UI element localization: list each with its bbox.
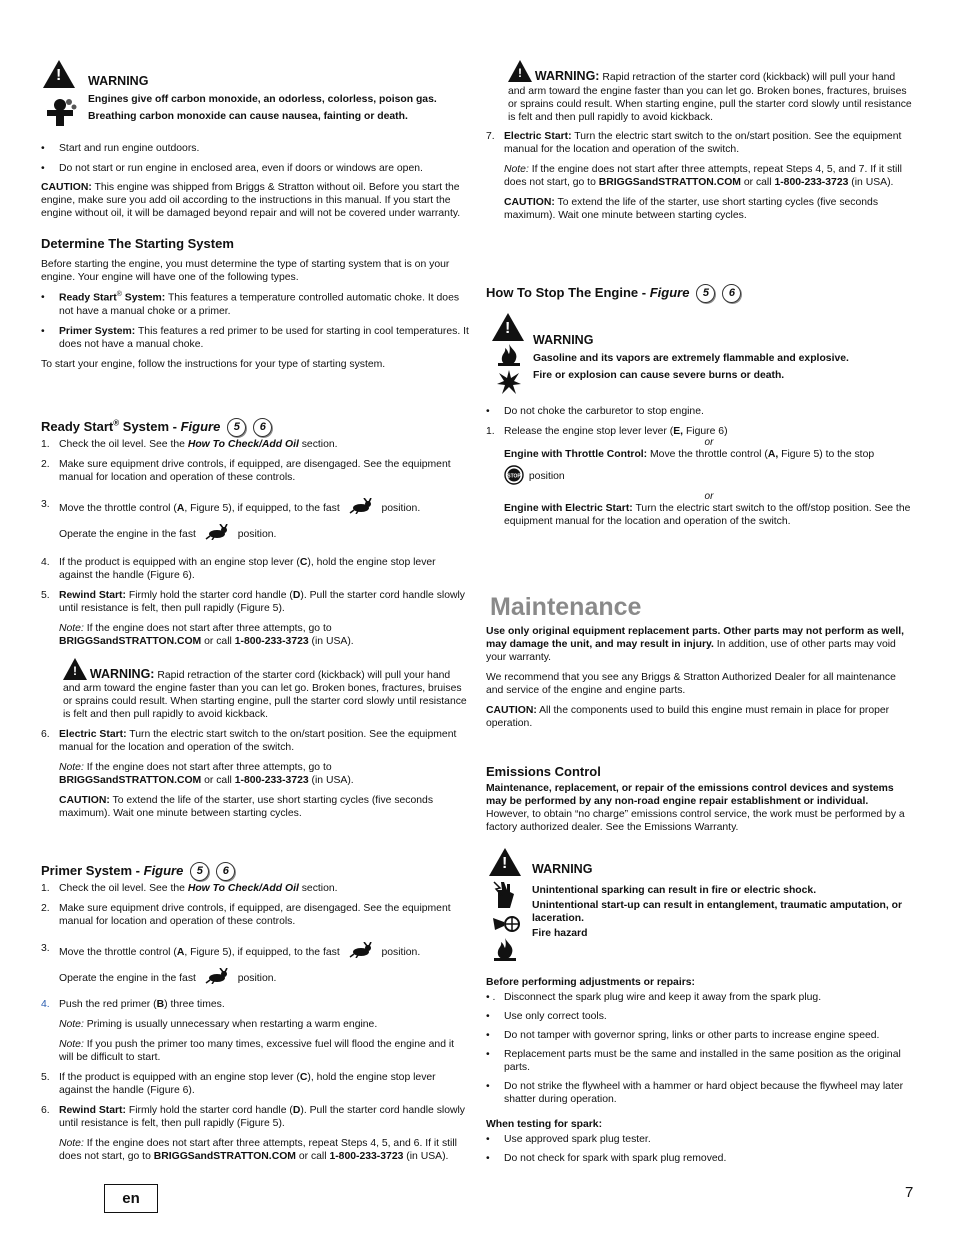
warning-line: Unintentional start-up can result in entanglement, traumatic amputation, or laceration. <box>532 899 903 924</box>
list-item: 6. Electric Start: Turn the electric start switch to the on/start position. See the equipment manual for the location and operation of the switch. Note: If the engine does not start after three attempts, go to BRIGGSandSTRATTON.COM or call 1-800-233-3723 (in USA). CAUTION: To extend the life of the starter, use short starting cycles (five seconds maximum). Wait one minute between starting cycles. <box>41 728 469 820</box>
step-letter: C <box>299 556 308 568</box>
kickback-warning <box>63 658 469 722</box>
caution-text: This engine was shipped from Briggs & Stratton without oil. Before you start the engine, make sure you add oil according to the instructions in this manual. If you start the engine without oil, it will be damaged beyond repair and will not be covered under warranty. <box>41 182 461 219</box>
heading-text: Ready Start <box>41 418 114 434</box>
bullet-text: Use approved spark plug tester. <box>504 1134 651 1146</box>
primer-steps <box>41 882 469 1163</box>
list-item: 1. Check the oil level. See the How To Check/Add Oil section. <box>41 883 338 895</box>
page-number: 7 <box>905 1184 914 1201</box>
step-text: Check the oil level. See the <box>59 438 188 450</box>
step-label: Rewind Start: <box>59 589 126 601</box>
list-item: • Ready Start® System: This features a temperature controlled automatic choke. It does not have a manual choke or a primer. <box>41 291 460 317</box>
circled-figure-icon: 5 <box>696 284 715 303</box>
step-letter: D <box>292 589 301 601</box>
list-item: • Primer System: This features a red primer to be used for starting in cool temperatures. It does not have a manual choke. <box>41 325 469 350</box>
caution-label: CAUTION: <box>41 182 92 193</box>
circled-figure-icon: 6 <box>722 284 741 303</box>
heading-figure: Figure <box>143 863 184 879</box>
caution-label: CAUTION: <box>59 795 110 807</box>
step-text: Turn the electric start switch to the on/start position. See the equipment manual for the location and operation of the switch. <box>504 130 902 155</box>
note-text: If the engine does not start after three attempts, repeat Steps 4, 5, and 6. If it still does not start, go to <box>59 1138 457 1163</box>
step-text: ). Pull the starter cord handle slowly until resistance is felt, then pull rapidly (Figure 5). <box>59 1105 465 1130</box>
right-column <box>486 60 914 1165</box>
step-text: position <box>528 471 565 483</box>
bullet-text: Replacement parts must be the same and installed in the same position as the original parts. <box>504 1049 901 1074</box>
step-text: ), hold the engine stop lever against the handle (Figure 6). <box>59 556 436 581</box>
step-text: Operate the engine in the fast <box>59 973 196 985</box>
step-text: ), hold the engine stop lever against the handle (Figure 6). <box>59 1072 436 1097</box>
ready-start-label: Ready Start <box>59 292 117 304</box>
caution-paragraph <box>41 181 469 220</box>
warning-line: Engines give off carbon monoxide, an odorless, colorless, poison gas. <box>88 93 437 105</box>
section-heading <box>486 284 914 303</box>
step-letter: A <box>176 502 185 514</box>
note-text: If the engine does not start after three attempts, go to <box>83 762 332 774</box>
paragraph: To start your engine, follow the instructions for your type of starting system. <box>41 358 386 370</box>
paragraph: We recommend that you see any Briggs & Stratton Authorized Dealer for all maintenance and service of the engine and engine parts. <box>486 671 896 696</box>
section-heading: Ready Start® System - Figure 5 6 <box>41 418 469 437</box>
co-bullets <box>41 142 469 175</box>
note-text: (in USA). <box>403 1151 449 1163</box>
warning-line: Breathing carbon monoxide can cause nausea, fainting or death. <box>88 110 408 122</box>
bullet-text: Do not start or run engine in enclosed area, even if doors or windows are open. <box>59 163 423 174</box>
note-label: Note: <box>59 762 84 774</box>
note-text: or call <box>201 775 235 787</box>
warning-title: WARNING: <box>534 69 600 83</box>
warning-triangle-icon <box>489 848 521 876</box>
list-item: • Replacement parts must be the same and installed in the same position as the original parts. <box>486 1049 901 1074</box>
heading-text: - <box>638 284 650 300</box>
step-label: Rewind Start: <box>59 1105 126 1117</box>
paragraph: This features a red primer to be used for starting in cool temperatures. It does not have a manual choke. <box>59 325 469 350</box>
step-text: Push the red primer ( <box>59 999 157 1011</box>
list-item: • Do not start or run engine in enclosed area, even if doors or windows are open. <box>41 163 423 174</box>
step-text: position. <box>237 528 277 540</box>
list-item: • Do not check for spark with spark plug removed. <box>486 1153 727 1165</box>
paragraph-text: In addition, use of other parts may void your warranty. <box>486 638 896 663</box>
warning-line: Fire hazard <box>532 927 588 939</box>
warning-title: WARNING: <box>89 666 155 681</box>
list-item: 5. If the product is equipped with an engine stop lever (C), hold the engine stop lever against the handle (Figure 6). <box>41 1072 436 1097</box>
note <box>59 761 469 787</box>
step-text: ). Pull the starter cord handle slowly until resistance is felt, then pull rapidly (Figure 5). <box>59 589 465 614</box>
warning-triangle-icon <box>63 658 87 680</box>
note <box>59 1018 469 1031</box>
step-text: Release the engine stop lever lever ( <box>504 425 674 437</box>
warning-text: Rapid retraction of the starter cord (kickback) will pull your hand and arm toward the engine faster than you can let go. Broken bones, fractures, bruises or sprains could result. When starting engine, pull the starter cord slowly until resistance is felt and then pull rapidly to avoid kickback. <box>63 669 467 721</box>
note-label: Note: <box>59 1019 84 1031</box>
step-text: Move the throttle control ( <box>647 448 768 460</box>
step-text: position. <box>381 947 421 959</box>
rabbit-fast-icon <box>349 942 373 962</box>
bullet-text: Do not strike the flywheel with a hammer or hard object because the flywheel may later shatter during operation. <box>504 1081 904 1106</box>
note-text: or call <box>740 176 775 188</box>
step-text: , Figure 5), if equipped, to the fast <box>184 502 340 514</box>
note-label: Note: <box>59 1039 84 1051</box>
list-item: • Do not tamper with governor spring, links or other parts to increase engine speed. <box>486 1030 880 1042</box>
warning-title: WARNING <box>532 862 593 877</box>
warning-triangle-icon <box>508 60 532 82</box>
step-text: section. <box>298 883 338 895</box>
note <box>59 1038 469 1064</box>
sparking-warning <box>486 848 914 964</box>
list-item: • Use only correct tools. <box>486 1011 607 1023</box>
paragraph <box>486 782 914 834</box>
caution <box>59 794 469 820</box>
fire-icon <box>492 938 518 966</box>
warning-title: WARNING <box>88 74 149 88</box>
note-text: Priming is usually unnecessary when restarting a warm engine. <box>83 1019 378 1031</box>
section-heading <box>41 862 469 881</box>
ready-steps <box>41 438 469 821</box>
step-text: Move the throttle control ( <box>59 502 177 514</box>
shock-icon <box>492 880 518 914</box>
warning-line: Fire or explosion can cause severe burns or death. <box>533 370 785 382</box>
caution-label: CAUTION: <box>486 704 537 716</box>
caution <box>486 704 914 730</box>
spark-bullets <box>486 1133 914 1165</box>
bullet-text: Do not check for spark with spark plug removed. <box>504 1153 727 1165</box>
bullet-text: Do not tamper with governor spring, links or other parts to increase engine speed. <box>504 1030 880 1042</box>
caution-text: To extend the life of the starter, use short starting cycles (five seconds maximum). Wait one minute between starting cycles. <box>59 795 434 820</box>
list-item: 7. Electric Start: Turn the electric start switch to the on/start position. See the equipment manual for the location and operation of the switch. Note: If the engine does not start after three attempts, repeat Steps 4, 5, and 7. If it still does not start, go to BRIGGSandSTRATTON.COM or call 1-800-233-3723 (in USA). CAUTION: To extend the life of the starter, use short starting cycles (five seconds maximum). Wait one minute between starting cycles. <box>486 130 914 222</box>
warning-text: Rapid retraction of the starter cord (kickback) will pull your hand and arm toward the engine faster than you can let go. Broken bones, fractures, bruises or sprains could result. When starting engine, pull the starter cord slowly until resistance is felt and then pull rapidly to avoid kickback. <box>508 72 912 123</box>
primer-label: Primer System: <box>59 325 136 337</box>
step-label: Engine with Electric Start: <box>504 502 633 514</box>
rabbit-fast-icon <box>349 498 373 518</box>
note-text: (in USA). <box>848 176 894 188</box>
list-item: • Use approved spark plug tester. <box>486 1134 651 1146</box>
note-label: Note: <box>504 163 529 175</box>
or-separator: or <box>704 436 714 448</box>
step-text: Make sure equipment drive controls, if equipped, are disengaged. See the equipment manual for location and operation of these controls. <box>59 903 451 928</box>
step-text: Turn the electric start switch to the off/stop position. See the equipment manual for the location and operation of the switch. <box>504 502 911 527</box>
step-text: Figure 5) to the stop <box>778 448 875 460</box>
phone: 1-800-233-3723 <box>774 176 849 188</box>
heading-figure: Figure <box>180 418 221 434</box>
carbon-monoxide-warning <box>41 60 469 130</box>
website: BRIGGSandSTRATTON.COM <box>59 635 202 647</box>
list-item: 2. Make sure equipment drive controls, if equipped, are disengaged. See the equipment manual for location and operation of these controls. <box>41 903 451 928</box>
circled-figure-icon: 6 <box>216 862 235 881</box>
website: BRIGGSandSTRATTON.COM <box>598 176 741 188</box>
stop-icon <box>504 465 524 489</box>
phone: 1-800-233-3723 <box>234 775 309 787</box>
subheading: Before performing adjustments or repairs: <box>486 977 696 989</box>
step-text: Check the oil level. See the <box>59 883 188 895</box>
bullet-text: Start and run engine outdoors. <box>59 143 200 154</box>
note <box>504 163 914 189</box>
heading-text: System - <box>119 418 181 434</box>
list-item: 1. Check the oil level. See the How To Check/Add Oil section. <box>41 438 338 450</box>
circled-figure-icon: 5 <box>190 862 209 881</box>
heading-figure: Figure <box>649 284 690 300</box>
carbon-monoxide-icon <box>41 96 79 132</box>
kickback-warning <box>508 60 914 124</box>
heading-text: How To Stop The Engine <box>486 284 639 300</box>
list-item <box>486 991 914 1004</box>
section-heading: Emissions Control <box>486 763 601 779</box>
left-column <box>41 60 469 1163</box>
list-item: 4. If the product is equipped with an engine stop lever (C), hold the engine stop lever against the handle (Figure 6). <box>41 556 436 581</box>
list-item: • Do not strike the flywheel with a hammer or hard object because the flywheel may later shatter during operation. <box>486 1081 904 1106</box>
bullet-text: Do not choke the carburetor to stop engine. <box>504 405 704 417</box>
step-label: Electric Start: <box>59 729 127 741</box>
explosion-icon <box>496 369 522 399</box>
list-item: 3. Move the throttle control (A, Figure 5), if equipped, to the fast position. Operate the engine in the fast position. <box>41 498 469 544</box>
step-text: , Figure 5), if equipped, to the fast <box>184 947 340 959</box>
subheading: When testing for spark: <box>486 1119 603 1131</box>
rabbit-fast-icon <box>205 968 229 988</box>
step-text: Move the throttle control ( <box>59 947 177 959</box>
page-title: Maintenance <box>490 592 642 621</box>
svg-text:STOP: STOP <box>507 472 521 479</box>
step-label: Electric Start: <box>504 130 572 142</box>
list-item: 4. Push the red primer (B) three times. Note: Priming is usually unnecessary when restarting a warm engine. Note: If you push the primer too many times, excessive fuel will flood the engine and it will be difficult to start. <box>41 998 469 1064</box>
fuel-warning <box>486 313 914 395</box>
system-types <box>41 291 469 350</box>
step-text: position. <box>381 502 421 514</box>
note-label: Note: <box>59 1138 84 1150</box>
bold-text: Maintenance, replacement, or repair of the emissions control devices and systems may be performed by any non-road engine repair establishment or individual. <box>486 783 894 808</box>
step-letter: B <box>156 999 165 1011</box>
section-heading: Determine The Starting System <box>41 236 234 251</box>
step-letter: A, <box>767 448 779 460</box>
note-text: or call <box>295 1151 330 1163</box>
paragraph-text: However, to obtain “no charge” emissions control service, the work must be performed by a factory authorized dealer. See the Emissions Warranty. <box>486 809 905 834</box>
list-item: 1. Release the engine stop lever lever (E, Figure 6) or Engine with Throttle Control: Move the throttle control (A, Figure 5) to the stop STOP position or Engine with Electric Start: Turn the electric start switch to the off/stop position. See the equipment manual for the location and operation of the switch. <box>486 425 914 528</box>
hand-entanglement-icon <box>492 912 520 940</box>
note-text: (in USA). <box>308 635 354 647</box>
note-text: or call <box>201 635 235 647</box>
bullet-mark: • . <box>486 992 496 1004</box>
step-text: If the product is equipped with an engine stop lever ( <box>59 556 300 568</box>
bold-text: Use only original equipment replacement parts. Other parts may not perform as well, may damage the unit, and may result in injury. <box>486 625 905 650</box>
step-text: position. <box>237 973 277 985</box>
ready-start-label: System: <box>121 292 166 304</box>
bullet-text: Use only correct tools. <box>504 1011 607 1023</box>
phone: 1-800-233-3723 <box>234 635 309 647</box>
or-separator: or <box>704 490 714 502</box>
paragraph <box>486 625 914 664</box>
list-item: 6. Rewind Start: Firmly hold the starter cord handle (D). Pull the starter cord handle slowly until resistance is felt, then pull rapidly (Figure 5). Note: If the engine does not start after three attempts, repeat Steps 4, 5, and 6. If it still does not start, go to BRIGGSandSTRATTON.COM or call 1-800-233-3723 (in USA). <box>41 1104 469 1163</box>
list-item: • Start and run engine outdoors. <box>41 143 200 154</box>
caution-label: CAUTION: <box>504 196 555 208</box>
warning-triangle-icon <box>492 313 524 341</box>
step-letter: A <box>176 947 185 959</box>
warning-line: Gasoline and its vapors are extremely flammable and explosive. <box>533 353 849 365</box>
step-text: ) three times. <box>164 999 225 1011</box>
step-letter: D <box>292 1105 301 1117</box>
note-text: (in USA). <box>308 775 354 787</box>
step-letter: C <box>299 1072 308 1084</box>
step-text: Firmly hold the starter cord handle ( <box>125 589 293 601</box>
repair-bullets <box>486 991 914 1106</box>
section-reference: How To Check/Add Oil <box>187 883 299 895</box>
step-text: Figure 6) <box>683 425 728 437</box>
circled-figure-icon: 6 <box>253 418 272 437</box>
caution <box>504 196 914 222</box>
rabbit-fast-icon <box>205 524 229 544</box>
step-text: Make sure equipment drive controls, if equipped, are disengaged. See the equipment manual for location and operation of these controls. <box>59 458 451 483</box>
note-text: If the engine does not start after three attempts, repeat Steps 4, 5, and 7. If it still does not start, go to <box>504 163 902 188</box>
caution-text: To extend the life of the starter, use short starting cycles (five seconds maximum). Wait one minute between starting cycles. <box>504 196 879 221</box>
bullet-text: Disconnect the spark plug wire and keep it away from the spark plug. <box>504 992 822 1004</box>
warning-title: WARNING <box>533 332 594 347</box>
paragraph: Before starting the engine, you must determine the type of starting system that is on your engine. Your engine will have one of the following types. <box>41 259 450 284</box>
warning-line: Unintentional sparking can result in fire or electric shock. <box>532 884 817 896</box>
step-text: section. <box>298 438 338 450</box>
paragraph: This features a temperature controlled automatic choke. It does not have a manual choke or a primer. <box>59 292 460 317</box>
note-label: Note: <box>59 622 84 634</box>
circled-figure-icon: 5 <box>227 418 246 437</box>
stop-steps-cont <box>486 130 914 222</box>
list-item: 5. Rewind Start: Firmly hold the starter cord handle (D). Pull the starter cord handle slowly until resistance is felt, then pull rapidly (Figure 5). Note: If the engine does not start after three attempts, go to BRIGGSandSTRATTON.COM or call 1-800-233-3723 (in USA). ! WARNING: Rapid retraction of the starter cord (kickback) will pull your hand and arm toward the engine faster than you can let go. Broken bones, fractures, bruises or sprains could result. When starting engine, pull the starter cord slowly until resistance is felt and then pull rapidly to avoid kickback. <box>41 589 469 722</box>
website: BRIGGSandSTRATTON.COM <box>153 1151 296 1163</box>
fire-icon <box>496 344 522 370</box>
step-text: If the product is equipped with an engine stop lever ( <box>59 1072 300 1084</box>
language-tab: en <box>104 1184 158 1213</box>
phone: 1-800-233-3723 <box>329 1151 404 1163</box>
step-text: Turn the electric start switch to the on/start position. See the equipment manual for the location and operation of the switch. <box>59 729 457 754</box>
note-text: If you push the primer too many times, excessive fuel will flood the engine and it will be difficult to start. <box>59 1039 455 1064</box>
step-text: Firmly hold the starter cord handle ( <box>125 1105 293 1117</box>
warning-triangle-icon <box>43 60 75 88</box>
caution-text: All the components used to build this engine must remain in place for proper operation. <box>486 704 890 729</box>
heading-text: Primer System <box>41 863 133 879</box>
step-text: Operate the engine in the fast <box>59 528 196 540</box>
list-item: 3. Move the throttle control (A, Figure 5), if equipped, to the fast position. Operate the engine in the fast position. <box>41 942 469 988</box>
website: BRIGGSandSTRATTON.COM <box>59 775 202 787</box>
stop-list <box>486 405 914 528</box>
note <box>59 1137 469 1163</box>
step-label: Engine with Throttle Control: <box>504 448 648 460</box>
section-reference: How To Check/Add Oil <box>187 438 299 450</box>
step-letter: E, <box>673 425 684 437</box>
list-item: 2. Make sure equipment drive controls, if equipped, are disengaged. See the equipment manual for location and operation of these controls. <box>41 458 451 483</box>
note-text: If the engine does not start after three attempts, go to <box>83 622 332 634</box>
heading-text: - <box>132 863 144 879</box>
note <box>59 622 469 648</box>
list-item: • Do not choke the carburetor to stop engine. <box>486 405 704 417</box>
